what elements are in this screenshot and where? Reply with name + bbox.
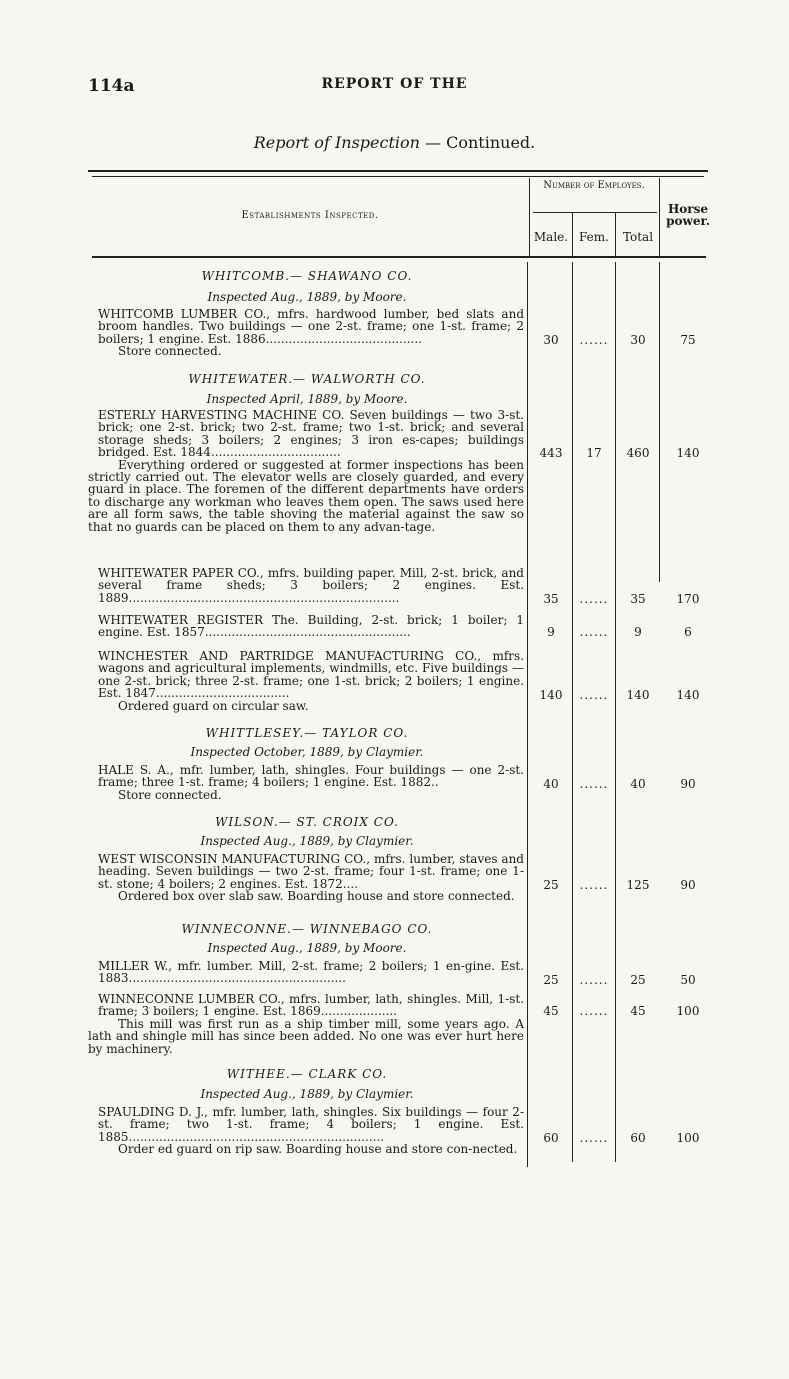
header-vline-4 bbox=[659, 178, 660, 256]
header-vline-2 bbox=[572, 213, 573, 256]
fem-count: ...... bbox=[579, 1004, 609, 1018]
male-count: 140 bbox=[539, 688, 563, 702]
entry-text: WINNECONNE LUMBER CO., mfrs. lumber, lath, shingles. Mill, 1-st. frame; 3 boilers; 1 engine. Est. 1869.................... bbox=[98, 992, 524, 1019]
establishment-entry bbox=[88, 1106, 524, 1156]
header-establishments: Establishments Inspected. bbox=[241, 210, 379, 221]
page-number: 114a bbox=[88, 76, 135, 96]
subtitle-rest: — Continued. bbox=[419, 133, 536, 152]
entry-note: Order ed guard on rip saw. Boarding house and store con-nected. bbox=[118, 1142, 518, 1157]
fem-count: ...... bbox=[579, 688, 609, 702]
entry-note: Everything ordered or suggested at former inspections has been strictly carried out. The elevator wells are closely guarded, and every guard in place. The foremen of the different departments have orders to discharge any workman who leaves them open. The saws used here are all form saws, the table shoving the material against the saw so that no guards can be placed on them to any advan-tage. bbox=[88, 457, 524, 534]
establishment-entry bbox=[88, 567, 524, 604]
top-rule-thin bbox=[92, 176, 704, 177]
header-group-rule bbox=[533, 212, 657, 213]
running-head: REPORT OF THE bbox=[321, 76, 468, 92]
total-count: 45 bbox=[630, 1004, 646, 1018]
establishment-entry bbox=[88, 764, 524, 801]
body-vline-4 bbox=[659, 262, 660, 582]
county-heading: WHITEWATER.— WALWORTH CO. bbox=[188, 372, 426, 386]
inspection-line: Inspected Aug., 1889, by Claymier. bbox=[200, 1087, 414, 1101]
inspection-line: Inspected Aug., 1889, by Moore. bbox=[207, 941, 407, 955]
body-vline-2 bbox=[572, 262, 573, 1162]
entry-note: Ordered guard on circular saw. bbox=[118, 698, 309, 713]
horse-power-value: 90 bbox=[680, 777, 696, 791]
entry-text: WHITEWATER REGISTER The. Building, 2-st. brick; 1 boiler; 1 engine. Est. 1857...................................................... bbox=[98, 613, 524, 640]
top-rule bbox=[88, 170, 708, 172]
horse-power-value: 100 bbox=[676, 1131, 700, 1145]
inspection-line: Inspected Aug., 1889, by Moore. bbox=[207, 290, 407, 304]
male-count: 443 bbox=[539, 446, 563, 460]
male-count: 30 bbox=[543, 333, 559, 347]
fem-count: ...... bbox=[579, 592, 609, 606]
fem-count: ...... bbox=[579, 625, 609, 639]
entry-text: WHITCOMB LUMBER CO., mfrs. hardwood lumber, bed slats and broom handles. Two buildings — one 2-st. frame; one 1-st. frame; 2 boilers; 1 engine. Est. 1886......................................... bbox=[98, 307, 524, 346]
male-count: 9 bbox=[547, 625, 555, 639]
entry-text: ESTERLY HARVESTING MACHINE CO. Seven buildings — two 3-st. brick; one 2-st. brick; two 2-st. frame; two 1-st. brick; and several storage sheds; 3 boilers; 2 engines; 3 iron es-capes; buildings bridged. Est. 1844.................................. bbox=[98, 408, 524, 460]
fem-count: ...... bbox=[579, 878, 609, 892]
horse-power-value: 140 bbox=[676, 446, 700, 460]
fem-count: ...... bbox=[579, 1131, 609, 1145]
total-count: 460 bbox=[626, 446, 650, 460]
total-count: 40 bbox=[630, 777, 646, 791]
horse-power-value: 140 bbox=[676, 688, 700, 702]
establishment-entry bbox=[88, 650, 524, 712]
header-horse-power: Horse power. bbox=[666, 202, 710, 228]
inspection-line: Inspected October, 1889, by Claymier. bbox=[190, 745, 424, 759]
establishment-entry bbox=[88, 993, 524, 1055]
entry-text: WEST WISCONSIN MANUFACTURING CO., mfrs. lumber, staves and heading. Seven buildings — two 2-st. frame; four 1-st. frame; one 1-st. stone; 4 boilers; 2 engines. Est. 1872.... bbox=[98, 852, 524, 891]
county-heading: WINNECONNE.— WINNEBAGO CO. bbox=[181, 922, 433, 936]
total-count: 140 bbox=[626, 688, 650, 702]
horse-power-value: 100 bbox=[676, 1004, 700, 1018]
page-subtitle bbox=[0, 133, 789, 152]
total-count: 35 bbox=[630, 592, 646, 606]
entry-text: HALE S. A., mfr. lumber, lath, shingles. Four buildings — one 2-st. frame; three 1-st. frame; 4 boilers; 1 engine. Est. 1882.. bbox=[98, 763, 524, 790]
header-male: Male. bbox=[533, 230, 569, 244]
header-total: Total bbox=[622, 230, 654, 244]
total-count: 25 bbox=[630, 973, 646, 987]
subtitle-italic: Report of Inspection bbox=[253, 133, 420, 152]
entry-note: Store connected. bbox=[118, 787, 222, 802]
establishment-entry bbox=[88, 308, 524, 358]
entry-note: Store connected. bbox=[118, 344, 222, 359]
entry-text: WINCHESTER AND PARTRIDGE MANUFACTURING CO., mfrs. wagons and agricultural implements, windmills, etc. Five buildings — one 2-st. brick; three 2-st. frame; one 1-st. brick; 2 boilers; 1 engine. Est. 1847................................... bbox=[98, 649, 524, 701]
entry-text: MILLER W., mfr. lumber. Mill, 2-st. frame; 2 boilers; 1 en-gine. Est. 1883......................................................... bbox=[98, 959, 524, 986]
header-fem: Fem. bbox=[579, 230, 609, 244]
total-count: 9 bbox=[634, 625, 642, 639]
male-count: 40 bbox=[543, 777, 559, 791]
body-vline-3 bbox=[615, 262, 616, 1162]
fem-count: ...... bbox=[579, 973, 609, 987]
male-count: 45 bbox=[543, 1004, 559, 1018]
header-bottom-rule bbox=[92, 256, 706, 258]
establishment-entry bbox=[88, 960, 524, 985]
total-count: 30 bbox=[630, 333, 646, 347]
entry-text: WHITEWATER PAPER CO., mfrs. building paper. Mill, 2-st. brick, and several frame sheds; 3 boilers; 2 engines. Est. 1889....................................................................... bbox=[98, 566, 524, 605]
body-vline-1 bbox=[527, 262, 528, 1167]
horse-power-value: 6 bbox=[684, 625, 692, 639]
fem-count: 17 bbox=[586, 446, 602, 460]
male-count: 25 bbox=[543, 973, 559, 987]
horse-power-value: 75 bbox=[680, 333, 696, 347]
county-heading: WILSON.— ST. CROIX CO. bbox=[215, 815, 399, 829]
establishment-entry bbox=[88, 409, 524, 533]
male-count: 35 bbox=[543, 592, 559, 606]
entry-note: Ordered box over slab saw. Boarding house and store connected. bbox=[118, 889, 515, 904]
header-vline-3 bbox=[615, 213, 616, 256]
county-heading: WHITTLESEY.— TAYLOR CO. bbox=[205, 726, 409, 740]
horse-power-value: 90 bbox=[680, 878, 696, 892]
entry-note: This mill was first run as a ship timber mill, some years ago. A lath and shingle mill has since been added. No one was ever hurt here by machinery. bbox=[88, 1016, 524, 1056]
establishment-entry bbox=[88, 853, 524, 903]
entry-text: SPAULDING D. J., mfr. lumber, lath, shingles. Six buildings — four 2-st. frame; two 1-st. frame; 4 boilers; 1 engine. Est. 1885................................................................... bbox=[98, 1105, 524, 1144]
header-employes-group: Number of Employes. bbox=[543, 180, 645, 191]
county-heading: WHITCOMB.— SHAWANO CO. bbox=[201, 269, 413, 283]
header-vline-1 bbox=[529, 178, 530, 256]
horse-power-value: 170 bbox=[676, 592, 700, 606]
horse-power-value: 50 bbox=[680, 973, 696, 987]
total-count: 125 bbox=[626, 878, 650, 892]
fem-count: ...... bbox=[579, 333, 609, 347]
male-count: 25 bbox=[543, 878, 559, 892]
establishment-entry bbox=[88, 614, 524, 639]
inspection-line: Inspected April, 1889, by Moore. bbox=[206, 392, 408, 406]
county-heading: WITHEE.— CLARK CO. bbox=[226, 1067, 388, 1081]
inspection-line: Inspected Aug., 1889, by Claymier. bbox=[200, 834, 414, 848]
male-count: 60 bbox=[543, 1131, 559, 1145]
fem-count: ...... bbox=[579, 777, 609, 791]
total-count: 60 bbox=[630, 1131, 646, 1145]
